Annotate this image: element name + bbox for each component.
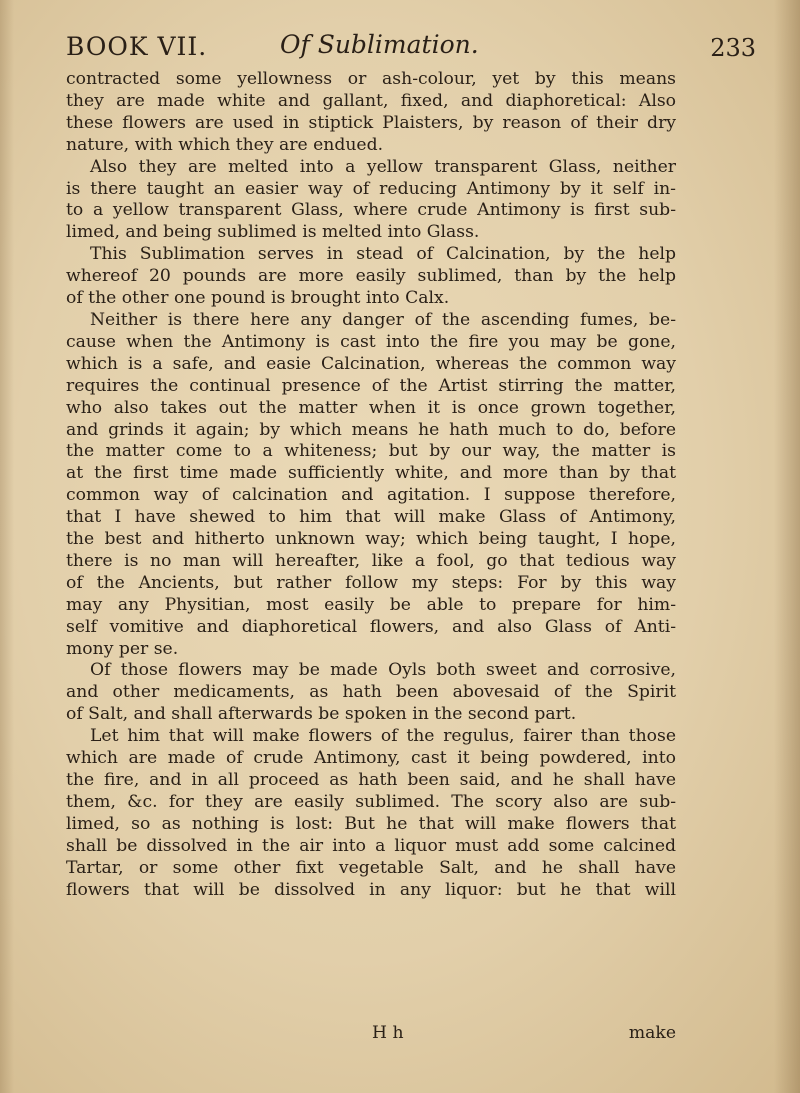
text-line: and other medicaments, as hath been abovesaid of the Spirit xyxy=(66,682,676,703)
text-line: cause when the Antimony is cast into the fire you may be gone, xyxy=(66,331,676,352)
text-line: to a yellow transparent Glass, where crude Antimony is first sub- xyxy=(66,200,676,221)
text-line: that I have shewed to him that will make Glass of Antimony, xyxy=(66,507,676,528)
text-line: the fire, and in all proceed as hath been said, and he shall have xyxy=(66,770,676,790)
text-line: Also they are melted into a yellow transparent Glass, neither xyxy=(90,156,676,177)
body-text xyxy=(66,69,676,901)
signature-mark: H h xyxy=(372,1023,404,1043)
text-line: them, &c. for they are easily sublimed. The scory also are sub- xyxy=(66,791,676,812)
text-line: the matter come to a whiteness; but by our way, the matter is xyxy=(66,441,676,462)
text-line: and grinds it again; by which means he hath much to do, before xyxy=(66,419,676,440)
text-line: mony per se. xyxy=(66,638,179,659)
text-line: the best and hitherto unknown way; which being taught, I hope, xyxy=(66,529,676,550)
text-line: self vomitive and diaphoretical flowers, and also Glass of Anti- xyxy=(66,616,676,637)
text-line: may any Physitian, most easily be able to prepare for him- xyxy=(66,594,676,615)
text-line: requires the continual presence of the Artist stirring the matter, xyxy=(66,375,676,396)
page-number: 233 xyxy=(710,34,756,62)
text-line: of Salt, and shall afterwards be spoken in the second part. xyxy=(66,704,577,725)
text-line: This Sublimation serves in stead of Calcination, by the help xyxy=(90,244,676,265)
page-edge-shadow-left xyxy=(0,0,14,1093)
text-line: there is no man will hereafter, like a fool, go that tedious way xyxy=(66,550,676,571)
text-line: Of those flowers may be made Oyls both sweet and corrosive, xyxy=(90,660,676,681)
chapter-title: Of Sublimation. xyxy=(280,30,479,59)
text-line: Tartar, or some other fixt vegetable Salt, and he shall have xyxy=(66,857,676,878)
page-edge-shadow-right xyxy=(774,0,800,1093)
text-line: which is a safe, and easie Calcination, whereas the common way xyxy=(66,353,676,374)
page-footer xyxy=(66,1023,676,1047)
text-line: flowers that will be dissolved in any liquor: but he that will xyxy=(66,879,676,900)
text-line: they are made white and gallant, fixed, and diaphoretical: Also xyxy=(66,90,676,111)
text-line: shall be dissolved in the air into a liquor must add some calcined xyxy=(66,835,676,856)
text-line: common way of calcination and agitation. I suppose therefore, xyxy=(66,485,676,506)
catchword: make xyxy=(628,1023,676,1043)
running-header xyxy=(66,28,756,68)
text-line: which are made of crude Antimony, cast it being powdered, into xyxy=(66,748,676,769)
text-line: nature, with which they are endued. xyxy=(66,134,384,155)
text-line: at the first time made sufficiently white, and more than by that xyxy=(66,463,676,484)
book-number: BOOK VII. xyxy=(66,32,208,61)
text-line: is there taught an easier way of reducing Antimony by it self in- xyxy=(66,178,676,199)
text-line: contracted some yellowness or ash-colour, yet by this means xyxy=(66,69,676,89)
text-line: Let him that will make flowers of the regulus, fairer than those xyxy=(90,726,676,747)
text-line: whereof 20 pounds are more easily sublimed, than by the help xyxy=(66,266,676,287)
text-line: limed, and being sublimed is melted into Glass. xyxy=(66,222,480,243)
text-line: who also takes out the matter when it is once grown together, xyxy=(66,397,676,418)
text-line: these flowers are used in stiptick Plaisters, by reason of their dry xyxy=(66,112,676,133)
text-line: limed, so as nothing is lost: But he that will make flowers that xyxy=(66,813,676,834)
text-line: of the Ancients, but rather follow my steps: For by this way xyxy=(66,572,676,593)
text-line: of the other one pound is brought into Calx. xyxy=(66,288,450,309)
text-line: Neither is there here any danger of the ascending fumes, be- xyxy=(90,309,676,330)
